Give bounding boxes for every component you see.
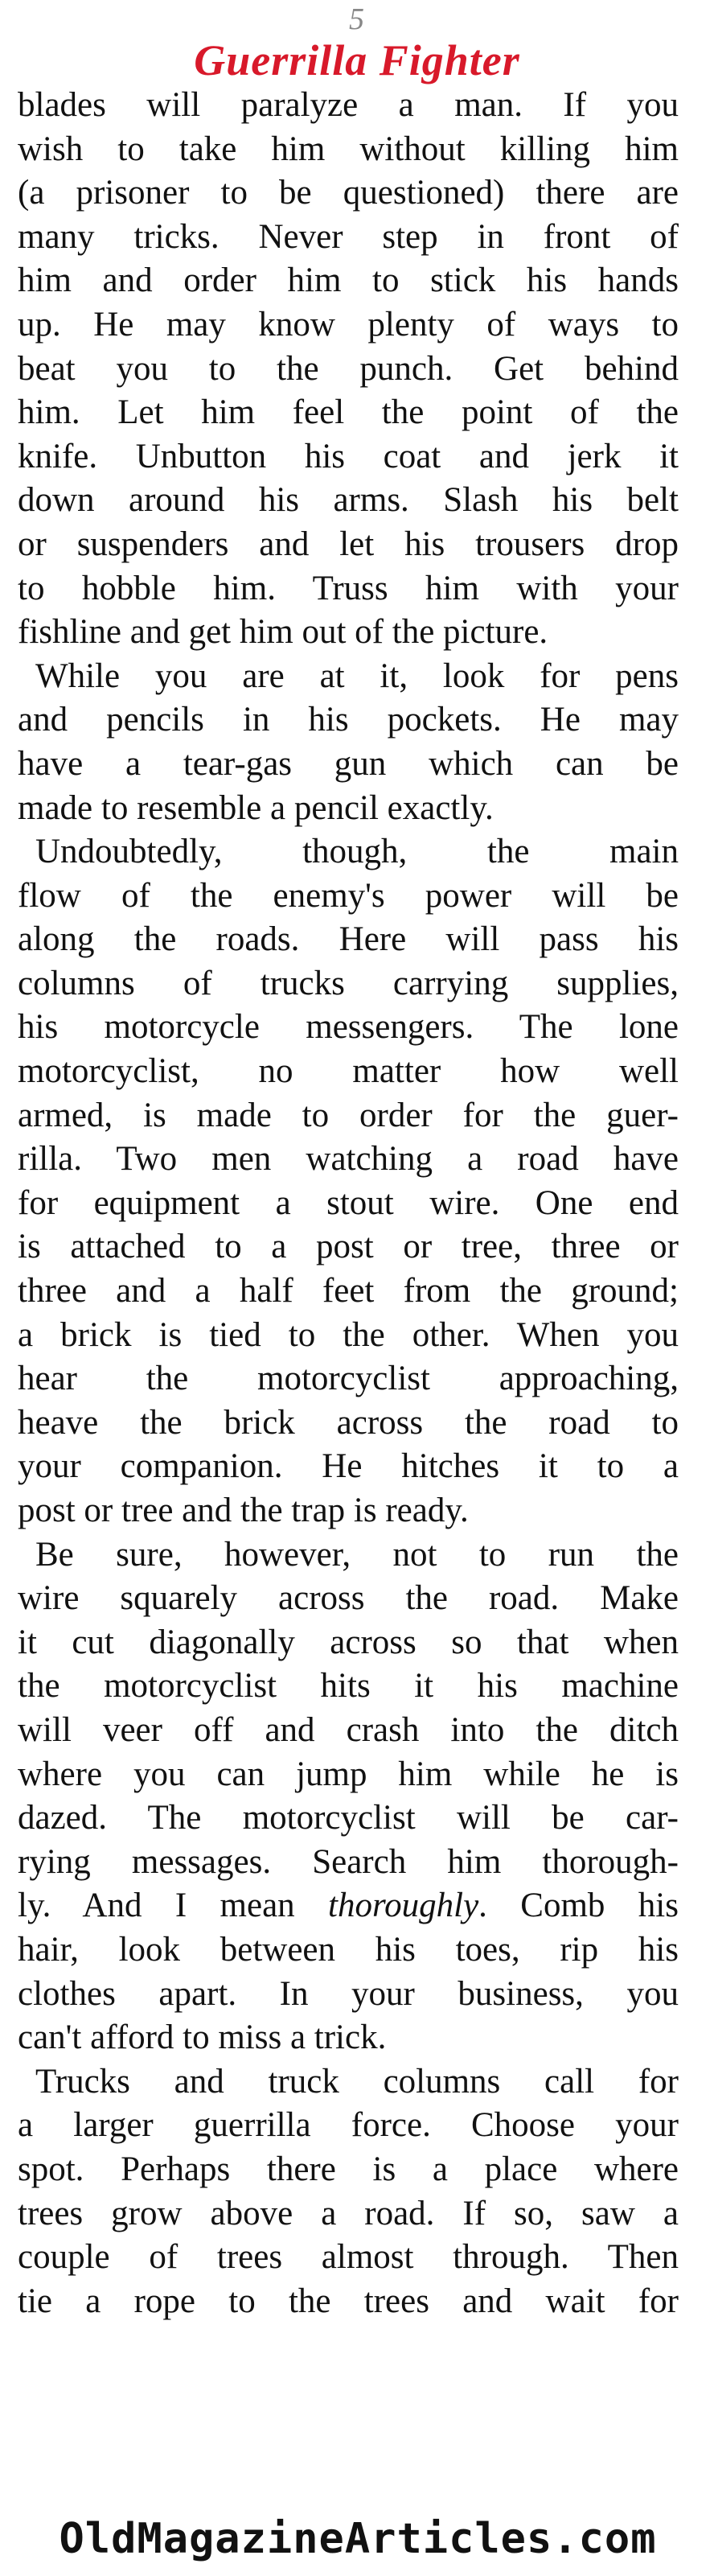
text-line: your companion. He hitches it to a [18, 1447, 679, 1486]
text-line: and pencils in his pockets. He may [18, 701, 679, 739]
text-line: knife. Unbutton his coat and jerk it [18, 437, 679, 475]
text-line: trees grow above a road. If so, saw a [18, 2194, 679, 2232]
text-line: a larger guerrilla force. Choose your [18, 2106, 679, 2145]
text-line: will veer off and crash into the ditch [18, 1710, 679, 1749]
text-line: along the roads. Here will pass his [18, 920, 679, 959]
text-line: a brick is tied to the other. When you [18, 1315, 679, 1354]
text-line: many tricks. Never step in front of [18, 217, 679, 256]
text-line: motorcyclist, no matter how well [18, 1052, 679, 1091]
text-line: beat you to the punch. Get behind [18, 349, 679, 388]
text-line: or suspenders and let his trousers drop [18, 525, 679, 563]
text-line: post or tree and the trap is ready. [18, 1492, 469, 1529]
text-line: made to resemble a pencil exactly. [18, 788, 494, 827]
text-line: Be sure, however, not to run the [35, 1535, 679, 1574]
text-line-segment: . Comb his [478, 1887, 679, 1925]
text-line: three and a half feet from the ground; [18, 1272, 679, 1311]
text-line: clothes apart. In your business, you [18, 1974, 679, 2013]
text-line: it cut diagonally across so that when [18, 1623, 679, 1661]
text-line: hear the motorcyclist approaching, [18, 1360, 679, 1398]
text-line: Trucks and truck columns call for [35, 2062, 679, 2101]
text-line: have a tear-gas gun which can be [18, 744, 679, 783]
text-line: heave the brick across the road to [18, 1403, 679, 1442]
text-line [18, 1884, 679, 1928]
text-line: to hobble him. Truss him with your [18, 569, 679, 607]
text-line: can't afford to miss a trick. [18, 2018, 387, 2057]
text-line: wire squarely across the road. Make [18, 1579, 679, 1618]
emphasized-word: thoroughly [328, 1887, 479, 1925]
text-line: spot. Perhaps there is a place where [18, 2150, 679, 2188]
text-line: armed, is made to order for the guer- [18, 1096, 679, 1134]
text-line: tie a rope to the trees and wait for [18, 2282, 679, 2320]
text-line: is attached to a post or tree, three or [18, 1228, 679, 1266]
page-number: 5 [349, 2, 365, 36]
text-line: him. Let him feel the point of the [18, 393, 679, 432]
text-line: fishline and get him out of the picture. [18, 613, 548, 652]
site-footer[interactable]: OldMagazineArticles.com [59, 2515, 657, 2563]
text-line: where you can jump him while he is [18, 1755, 679, 1793]
text-line: the motorcyclist hits it his machine [18, 1667, 679, 1706]
text-line: (a prisoner to be questioned) there are [18, 174, 679, 212]
text-line: hair, look between his toes, rip his [18, 1930, 679, 1969]
text-line: flow of the enemy's power will be [18, 876, 679, 915]
text-line: up. He may know plenty of ways to [18, 305, 679, 344]
text-line: While you are at it, look for pens [35, 656, 679, 695]
text-line: columns of trucks carrying supplies, [18, 964, 679, 1002]
text-line: dazed. The motorcyclist will be car- [18, 1799, 679, 1837]
text-line: rilla. Two men watching a road have [18, 1140, 679, 1179]
text-line: Undoubtedly, though, the main [35, 833, 679, 871]
article-body [18, 84, 679, 2323]
text-line: blades will paralyze a man. If you [18, 86, 679, 124]
article-title: Guerrilla Fighter [194, 36, 520, 84]
text-line: wish to take him without killing him [18, 130, 679, 168]
text-line: rying messages. Search him thorough- [18, 1842, 679, 1881]
text-line: couple of trees almost through. Then [18, 2238, 679, 2277]
text-line-segment: ly. And I mean [18, 1887, 329, 1925]
text-line: for equipment a stout wire. One end [18, 1183, 679, 1222]
text-line: his motorcycle messengers. The lone [18, 1008, 679, 1047]
text-line: him and order him to stick his hands [18, 261, 679, 300]
text-line: down around his arms. Slash his belt [18, 481, 679, 520]
